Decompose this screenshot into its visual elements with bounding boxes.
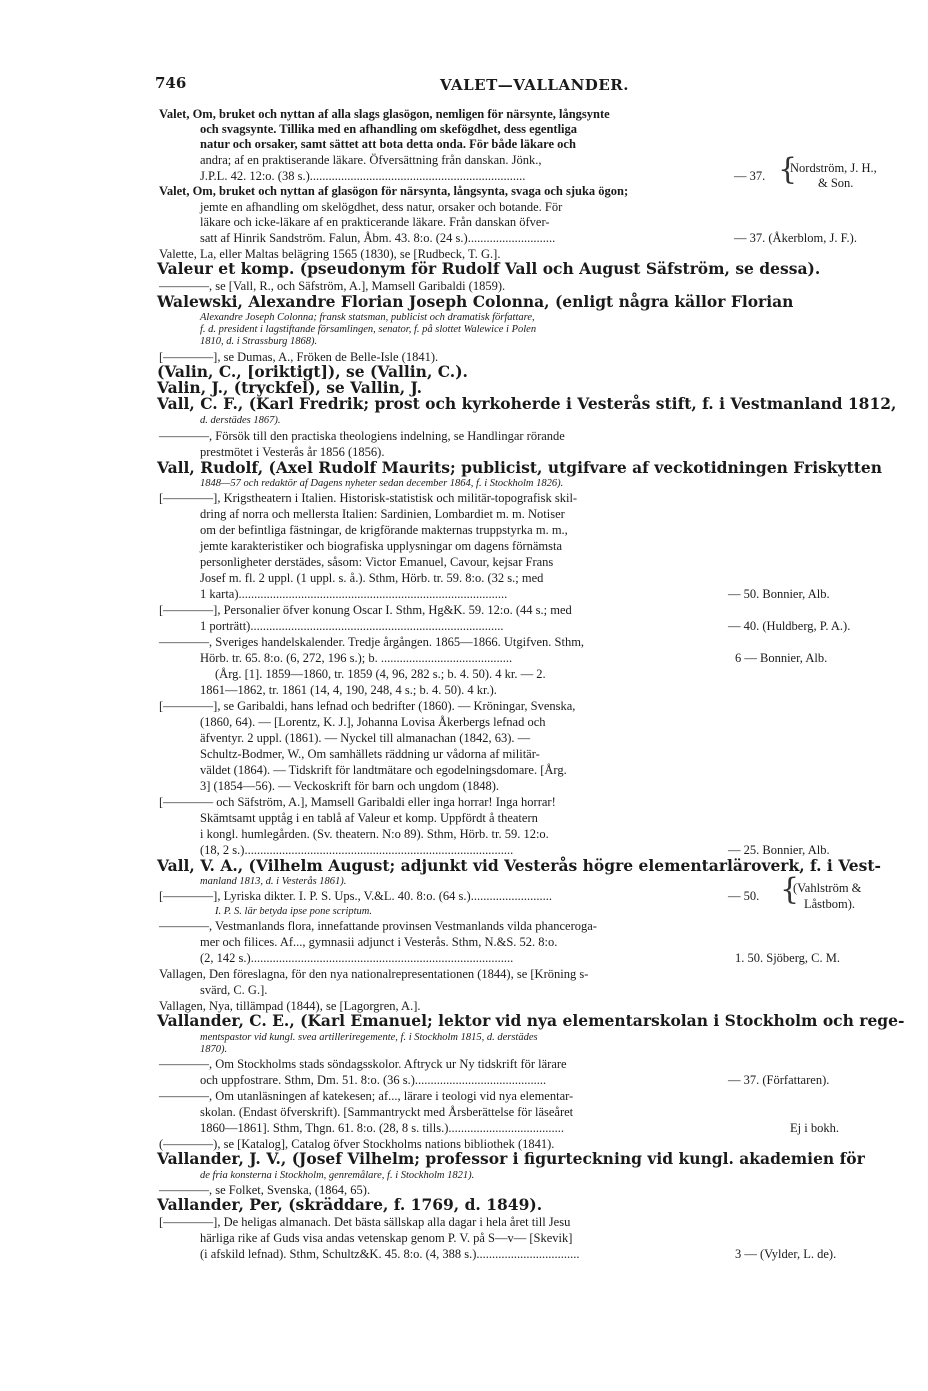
entry-line: Vall, C. F., (Karl Fredrik; prost och kyrkoherde i Vesterås stift, f. i Vestmanland 1812, — [157, 394, 897, 413]
entry-line: ————, Vestmanlands flora, innefattande provinsen Vestmanlands vilda phanceroga- — [159, 919, 597, 933]
entry-line: J.P.L. 42. 12:o. (38 s.)..................................................................... — [200, 169, 526, 183]
price-publisher: — 37. — [734, 169, 766, 183]
price-publisher: Ej i bokh. — [790, 1121, 839, 1135]
entry-line: Valet, Om, bruket och nyttan af glasögon för närsynta, långsynta, svaga och sjuka ögon; — [159, 184, 629, 198]
entry-line: 1861—1862, tr. 1861 (14, 4, 190, 248, 4 s.; b. 4. 50). 4 kr.). — [200, 683, 497, 697]
entry-line: 1860—1861]. Sthm, Thgn. 61. 8:o. (28, 8 s. tills.)..................................... — [200, 1121, 565, 1135]
entry-line: Valette, La, eller Maltas belägring 1565 (1830), se [Rudbeck, T. G.]. — [159, 247, 501, 261]
entry-line: I. P. S. lär betyda ipse pone scriptum. — [215, 906, 372, 917]
price-publisher: (Vahlström & — [793, 881, 862, 895]
entry-line: Vallagen, Den föreslagna, för den nya nationalrepresentationen (1844), se [Kröning s- — [159, 967, 589, 981]
entry-line: 3] (1854—56). — Veckoskrift för barn och ungdom (1848). — [200, 779, 500, 793]
entry-line: (1860, 64). — [Lorentz, K. J.], Johanna Lovisa Åkerbergs lefnad och — [200, 715, 546, 729]
entry-line: andra; af en praktiserande läkare. Öfversättning från danskan. Jönk., — [200, 153, 542, 167]
entry-line: (Valin, C., [oriktigt]), se (Vallin, C.). — [157, 362, 468, 381]
price-publisher: 3 — (Vylder, L. de). — [735, 1247, 837, 1261]
price-publisher: — 37. (Författaren). — [728, 1073, 830, 1087]
entry-line: och uppfostrare. Sthm, Dm. 51. 8:o. (36 s.).......................................... — [200, 1073, 547, 1087]
price-publisher: 1. 50. Sjöberg, C. M. — [735, 951, 840, 965]
entry-line: ————, Om Stockholms stads söndagsskolor. Aftryck ur Ny tidskrift för lärare — [159, 1057, 567, 1071]
entry-line: (————), se [Katalog], Catalog öfver Stockholms nations bibliothek (1841). — [159, 1137, 555, 1151]
entry-line: Valin, J., (tryckfel), se Vallin, J. — [157, 378, 423, 397]
entry-line: ————, Om utanläsningen af katekesen; af..., lärare i teologi vid nya elementar- — [159, 1089, 574, 1103]
entry-line: 1 porträtt)................................................................................. — [200, 619, 504, 633]
price-publisher: Låstbom). — [804, 897, 856, 911]
entry-line: dring af norra och mellersta Italien: Sardinien, Lombardiet m. m. Notiser — [200, 507, 565, 521]
entry-line: jemte en afhandling om skelögdhet, dess natur, orsaker och botande. För — [200, 200, 563, 214]
entry-line: läkare och icke-läkare af en prakticerande läkare. Från danskan öfver- — [200, 215, 550, 229]
entry-line: (18, 2 s.)...................................................................................... — [200, 843, 514, 857]
entry-line: d. derstädes 1867). — [200, 415, 281, 426]
price-publisher: — 37. (Åkerblom, J. F.). — [734, 231, 857, 245]
entry-line: [————], Krigstheatern i Italien. Historisk-statistisk och militär-topografisk skil- — [159, 491, 578, 505]
entry-line: Schultz-Bodmer, W., Om samhällets räddning ur vådorna af militär- — [200, 747, 540, 761]
entry-line: väldet (1864). — Tidskrift för landtmätare och egodelningsdomare. [Årg. — [200, 763, 567, 777]
entry-line: 1848—57 och redaktör af Dagens nyheter sedan december 1864, f. i Stockholm 1826). — [200, 478, 564, 489]
entry-line: ————, se Folket, Svenska, (1864, 65). — [159, 1183, 371, 1197]
page-number: 746 — [155, 74, 187, 92]
entry-line: prestmötet i Vesterås år 1856 (1856). — [200, 445, 385, 459]
entry-line: mer och filices. Af..., gymnasii adjunct i Vesterås. Sthm, N.&S. 52. 8:o. — [200, 935, 558, 949]
entry-line: ————, se [Vall, R., och Säfström, A.], Mamsell Garibaldi (1859). — [159, 279, 506, 293]
entry-line: i kongl. humlegården. (Sv. theatern. N:o 89). Sthm, Hörb. tr. 59. 12:o. — [200, 827, 549, 841]
entry-line: skolan. (Endast öfverskrift). [Sammantryckt med Årsberättelse för läseåret — [200, 1105, 574, 1119]
entry-line: härliga rike af Guds visa andas vetenskap genom P. V. på S—v— [Skevik] — [200, 1231, 573, 1245]
entry-line: jemte karakteristiker och biografiska upplysningar om dagens förnämsta — [200, 539, 563, 553]
entry-line: Vall, V. A., (Vilhelm August; adjunkt vid Vesterås högre elementarläroverk, f. i Vest- — [157, 856, 881, 875]
price-publisher: 6 — Bonnier, Alb. — [735, 651, 828, 665]
entry-line: [————], Personalier öfver konung Oscar I. Sthm, Hg&K. 59. 12:o. (44 s.; med — [159, 603, 572, 617]
entry-line: Josef m. fl. 2 uppl. (1 uppl. s. å.). Sthm, Hörb. tr. 59. 8:o. (32 s.; med — [200, 571, 544, 585]
brace-vahlstrom: { — [780, 872, 800, 907]
price-publisher: — 40. (Huldberg, P. A.). — [728, 619, 851, 633]
brace-nordstrom: { — [778, 152, 798, 187]
entry-line: svärd, C. G.]. — [200, 983, 268, 997]
entry-line: om der befintliga fästningar, de krigförande makternas truppstyrka m. m., — [200, 523, 568, 537]
entry-line: [———— och Säfström, A.], Mamsell Garibaldi eller inga horrar! Inga horrar! — [159, 795, 556, 809]
price-publisher: Nordström, J. H., — [790, 161, 877, 175]
entry-line: [————], Lyriska dikter. I. P. S. Ups., V.&L. 40. 8:o. (64 s.).......................... — [159, 889, 552, 903]
running-head: VALET—VALLANDER. — [440, 76, 629, 94]
entry-line: mentspastor vid kungl. svea artilleriregemente, f. i Stockholm 1815, d. derstädes — [200, 1032, 538, 1043]
entry-line: [————], se Dumas, A., Fröken de Belle-Isle (1841). — [159, 350, 439, 364]
price-publisher: — 50. — [728, 889, 760, 903]
entry-line: (Årg. [1]. 1859—1860, tr. 1859 (4, 96, 282 s.; b. 4. 50). 4 kr. — 2. — [215, 667, 546, 681]
entry-line: (2, 142 s.).................................................................................... — [200, 951, 514, 965]
entry-line: ————, Sveriges handelskalender. Tredje årgången. 1865—1866. Utgifven. Sthm, — [159, 635, 585, 649]
entry-line: Valet, Om, bruket och nyttan af alla slags glasögon, nemligen för närsynte, långsynte — [159, 107, 610, 121]
entry-line: de fria konsterna i Stockholm, genremålare, f. i Stockholm 1821). — [200, 1170, 475, 1181]
entry-line: äfventyr. 2 uppl. (1861). — Nyckel till almanachan (1842, 63). — — [200, 731, 531, 745]
price-publisher: & Son. — [818, 176, 854, 190]
entry-line: Valeur et komp. (pseudonym för Rudolf Vall och August Säfström, se dessa). — [157, 259, 821, 278]
entry-line: (i afskild lefnad). Sthm, Schultz&K. 45. 8:o. (4, 388 s.)................................. — [200, 1247, 580, 1261]
entry-line: satt af Hinrik Sandström. Falun, Åbm. 43. 8:o. (24 s.)............................ — [200, 231, 556, 245]
entry-line: 1 karta)...................................................................................... — [200, 587, 508, 601]
entry-line: ————, Försök till den practiska theologiens indelning, se Handlingar rörande — [159, 429, 565, 443]
price-publisher: — 50. Bonnier, Alb. — [728, 587, 830, 601]
entry-line: Skämtsamt upptåg i en tablå af Valeur et komp. Uppfördt å theatern — [200, 811, 538, 825]
entry-line: Walewski, Alexandre Florian Joseph Colonna, (enligt några källor Florian — [157, 292, 794, 311]
entry-line: Vallander, J. V., (Josef Vilhelm; professor i figurteckning vid kungl. akademien för — [157, 1149, 865, 1168]
entry-line: Vallander, C. E., (Karl Emanuel; lektor vid nya elementarskolan i Stockholm och rege- — [157, 1011, 905, 1030]
entry-line: natur och orsaker, samt sättet att bota detta onda. För både läkare och — [200, 137, 576, 151]
entry-line: Alexandre Joseph Colonna; fransk statsman, publicist och dramatisk författare, — [200, 312, 535, 323]
price-publisher: — 25. Bonnier, Alb. — [728, 843, 830, 857]
entry-line: [————], se Garibaldi, hans lefnad och bedrifter (1860). — Kröningar, Svenska, — [159, 699, 576, 713]
entry-line: och svagsynte. Tillika med en afhandling om skefögdhet, dess egentliga — [200, 122, 578, 136]
entry-line: Vallander, Per, (skräddare, f. 1769, d. 1849). — [157, 1195, 543, 1214]
entry-line: f. d. president i lagstiftande församlingen, senator, f. på slottet Walewice i Polen — [200, 324, 537, 335]
entry-line: personligheter derstädes, såsom: Victor Emanuel, Cavour, kejsar Frans — [200, 555, 554, 569]
entry-line: Vall, Rudolf, (Axel Rudolf Maurits; publicist, utgifvare af veckotidningen Friskytten — [157, 458, 883, 477]
entry-line: Vallagen, Nya, tillämpad (1844), se [Lagorgren, A.]. — [159, 999, 421, 1013]
entry-line: [————], De heligas almanach. Det bästa sällskap alla dagar i hela året till Jesu — [159, 1215, 571, 1229]
entry-line: Hörb. tr. 65. 8:o. (6, 272, 196 s.); b. .......................................... — [200, 651, 513, 665]
entry-line: 1870). — [200, 1044, 228, 1055]
entry-line: manland 1813, d. i Vesterås 1861). — [200, 876, 347, 887]
entry-line: 1810, d. i Strassburg 1868). — [200, 336, 318, 347]
